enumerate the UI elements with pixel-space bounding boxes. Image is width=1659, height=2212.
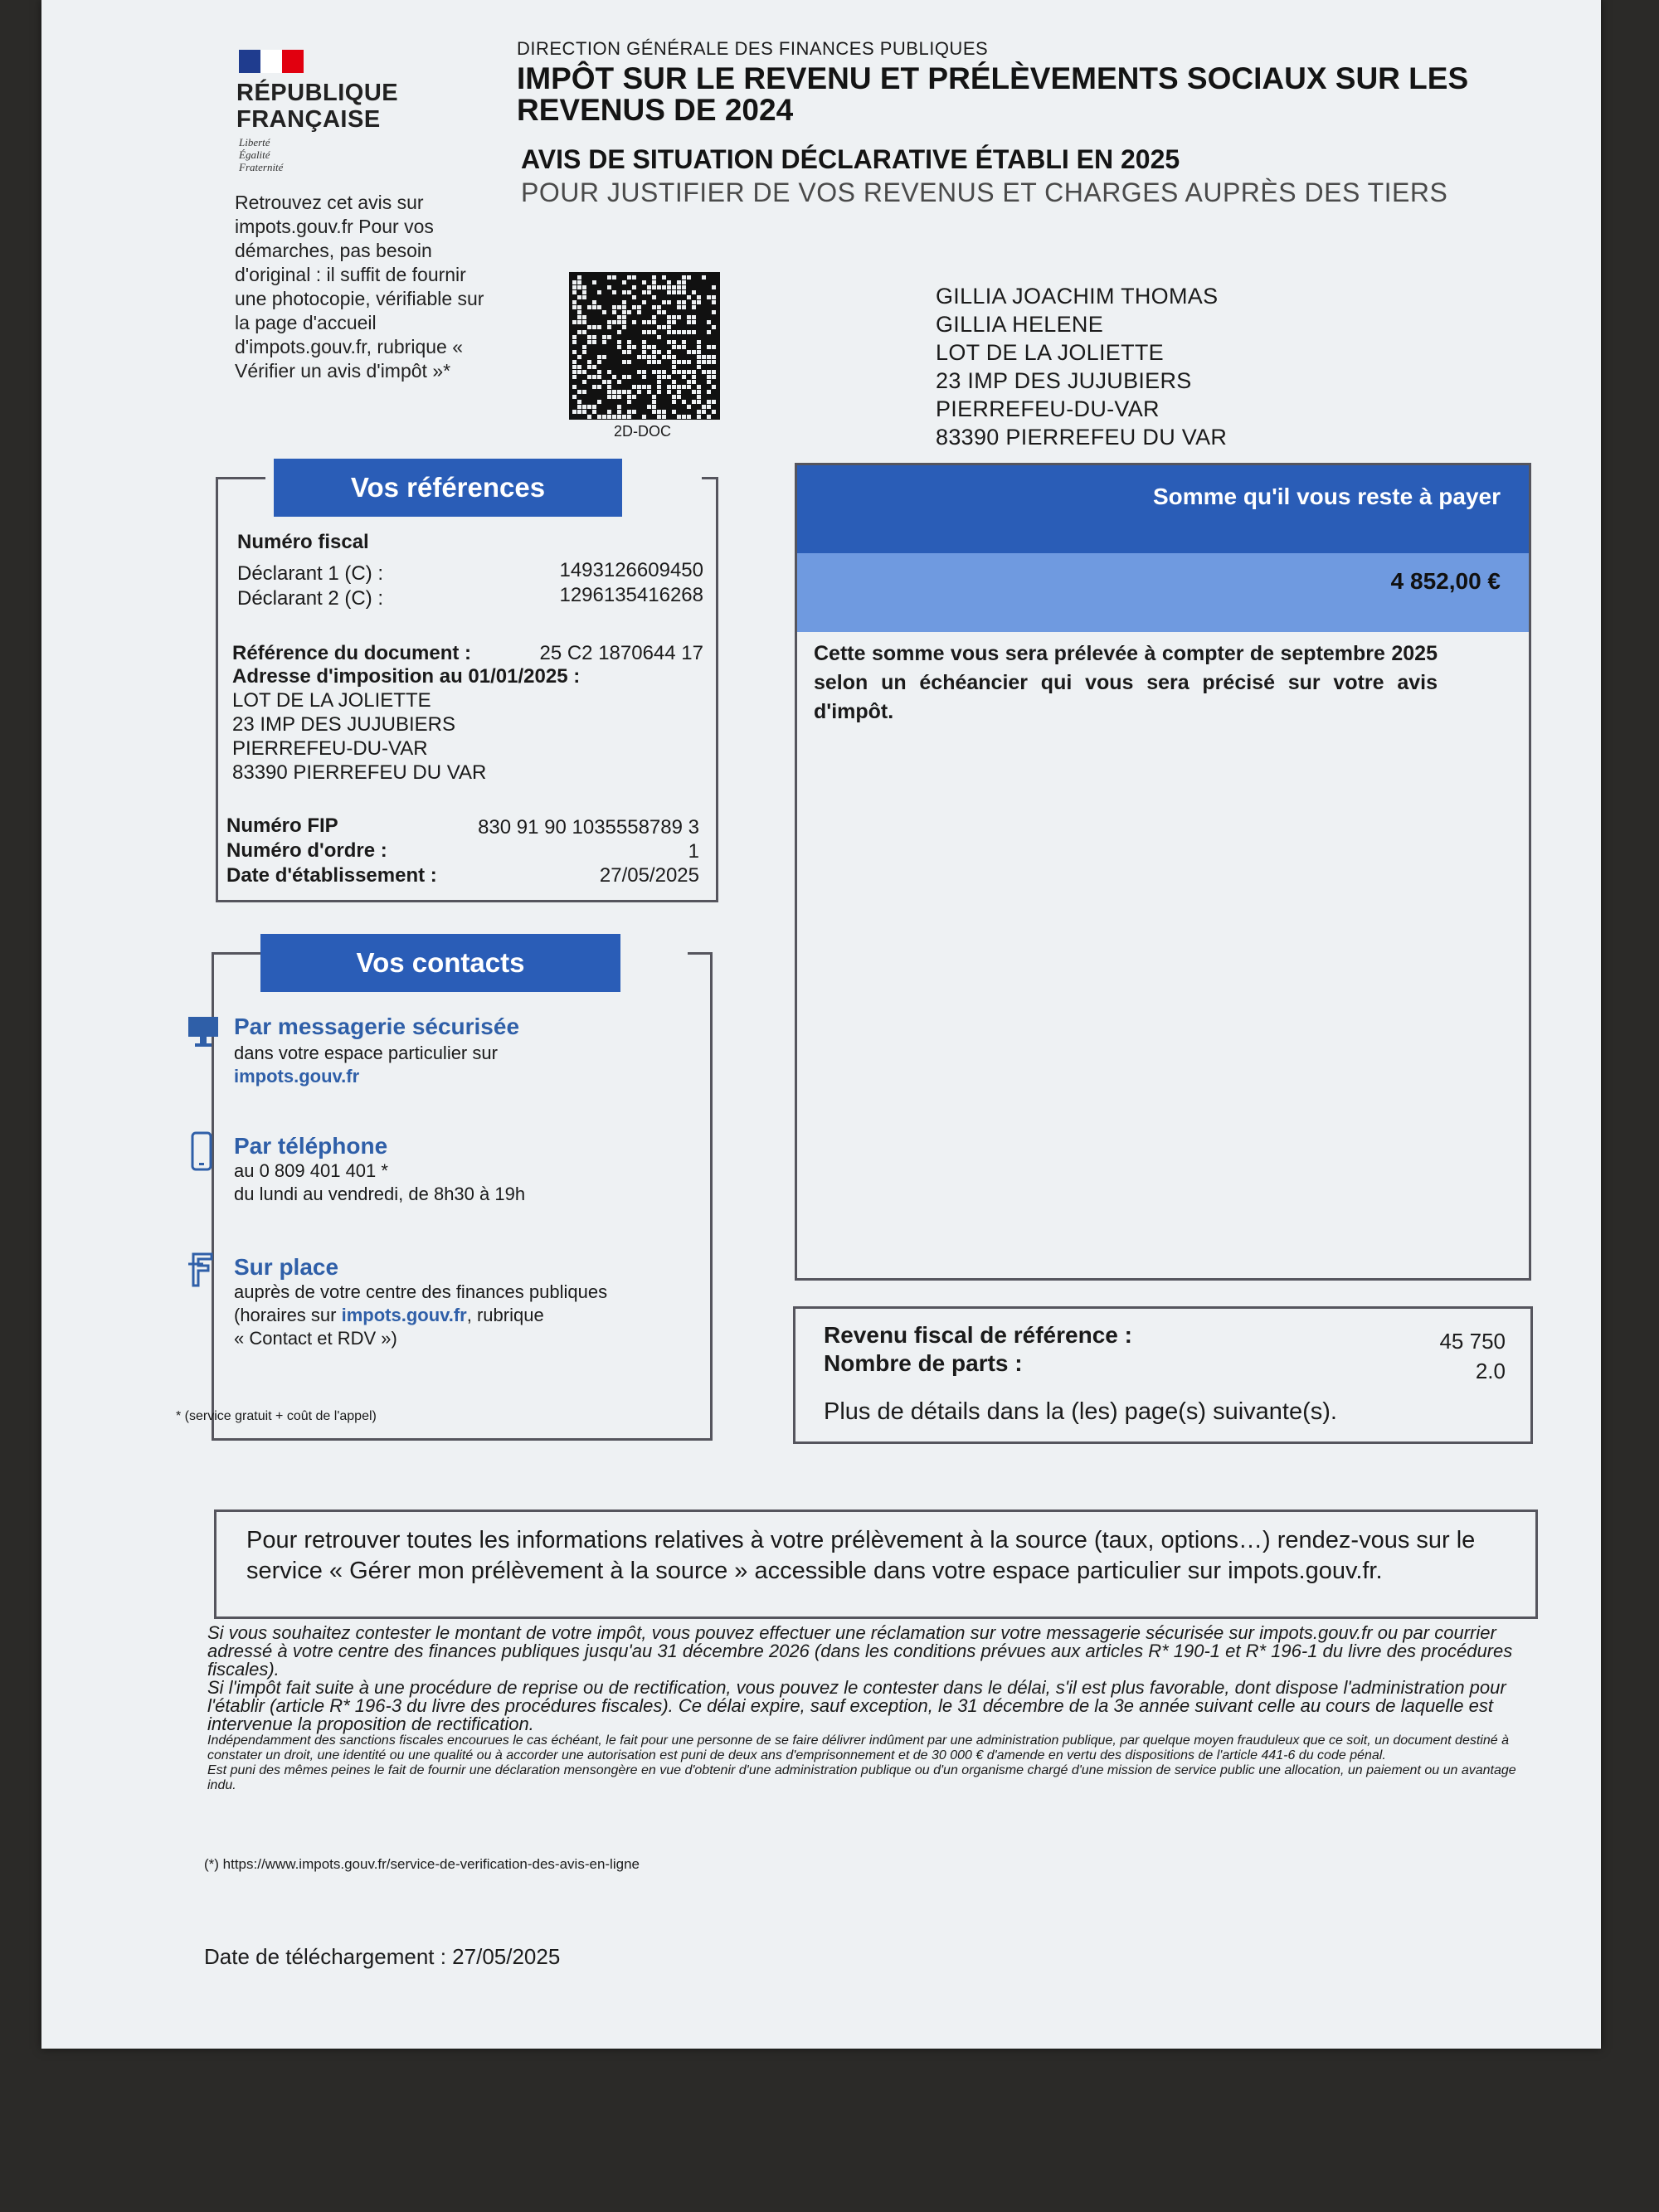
declarant2-label: Déclarant 2 (C) : <box>237 587 384 610</box>
contacts-title: Vos contacts <box>260 934 620 992</box>
declarant2-value: 1296135416268 <box>559 584 703 606</box>
messagerie-link[interactable]: impots.gouv.fr <box>234 1066 360 1087</box>
direction-label: DIRECTION GÉNÉRALE DES FINANCES PUBLIQUES <box>517 38 989 59</box>
payment-amount: 4 852,00 € <box>1390 568 1501 594</box>
adresse-imposition: LOT DE LA JOLIETTE 23 IMP DES JUJUBIERS PIERREFEU-DU-VAR 83390 PIERREFEU DU VAR <box>232 689 487 784</box>
rfr-value: 45 750 <box>1439 1329 1506 1354</box>
messagerie-title: Par messagerie sécurisée <box>234 1014 520 1039</box>
sur-place-link[interactable]: impots.gouv.fr <box>341 1305 467 1325</box>
telephone-title: Par téléphone <box>234 1133 388 1159</box>
legal-p2: Si l'impôt fait suite à une procédure de reprise ou de rectification, vous pouvez le contester dans le délai, s'il est plus favorable, dont dispose l'administration pour l'établir (article R* 196-3 du livre des procédures fiscales). Ce délai expire, sauf exception, le 31 décembre de la 3e année suivant celle au cours de laquelle est intervenue la proposition de rectification. <box>207 1677 1506 1734</box>
ref-doc-label: Référence du document : <box>232 642 472 664</box>
verification-info: Retrouvez cet avis sur impots.gouv.fr Pour vos démarches, pas besoin d'original : il suffit de fournir une photocopie, vérifiable sur la page d'accueil d'impots.gouv.fr, rubrique « Vérifier un avis d'impôt »* <box>235 192 484 382</box>
french-flag-logo <box>239 50 304 73</box>
sur-place-text3: « Contact et RDV ») <box>234 1328 397 1349</box>
adresse-imposition-label: Adresse d'imposition au 01/01/2025 : <box>232 665 581 688</box>
fip-label: Numéro FIP <box>226 814 338 837</box>
ref-doc-value: 25 C2 1870644 17 <box>539 642 703 664</box>
public-finances-icon <box>187 1251 216 1296</box>
rfr-box <box>793 1306 1533 1444</box>
download-date: Date de téléchargement : 27/05/2025 <box>204 1944 561 1969</box>
date-etablissement-label: Date d'établissement : <box>226 864 437 887</box>
legal-p1: Si vous souhaitez contester le montant de votre impôt, vous pouvez effectuer une réclamation sur votre messagerie sécurisée sur impots.gouv.fr ou par courrier adressé à votre centre des finances publiques jusqu'au 31 décembre 2026 (dans les conditions prévues aux articles R* 190-1 et R* 196-1 du livre des procédures fiscales). <box>207 1622 1513 1680</box>
payment-explanation: Cette somme vous sera prélevée à compter de septembre 2025 selon un échéancier qui vous sera précisé sur votre avis d'impôt. <box>814 642 1438 723</box>
payment-title: Somme qu'il vous reste à payer <box>1152 484 1501 509</box>
sur-place-text1: auprès de votre centre des finances publiques <box>234 1281 608 1302</box>
parts-label: Nombre de parts : <box>824 1350 1023 1376</box>
republique-francaise-logo-text: RÉPUBLIQUE FRANÇAISE <box>236 80 399 133</box>
prelevement-note: Pour retrouver toutes les informations relatives à votre prélèvement à la source (taux, options…) rendez-vous sur le service « Gérer mon prélèvement à la source » accessible dans votre espace particulier sur impots.gouv.fr. <box>246 1527 1476 1584</box>
document-title: IMPÔT SUR LE REVENU ET PRÉLÈVEMENTS SOCIAUX SUR LES REVENUS DE 2024 <box>517 61 1469 127</box>
sur-place-text2: (horaires sur impots.gouv.fr, rubrique <box>234 1305 544 1325</box>
document-purpose: POUR JUSTIFIER DE VOS REVENUS ET CHARGES AUPRÈS DES TIERS <box>521 177 1448 207</box>
tax-notice-page <box>41 0 1601 2049</box>
messagerie-text: dans votre espace particulier sur <box>234 1043 498 1063</box>
verification-url: (*) https://www.impots.gouv.fr/service-de-verification-des-avis-en-ligne <box>204 1856 640 1872</box>
telephone-number: au 0 809 401 401 * <box>234 1160 388 1181</box>
computer-icon <box>187 1014 220 1057</box>
ordre-label: Numéro d'ordre : <box>226 839 387 862</box>
phone-icon <box>189 1131 214 1179</box>
details-note: Plus de détails dans la (les) page(s) suivante(s). <box>824 1398 1337 1425</box>
legal-p4: Est puni des mêmes peines le fait de fournir une déclaration mensongère en vue d'obtenir d'une administration publique ou d'un organisme chargé d'une mission de service public une allocation, un paiement ou un avantage indu. <box>207 1763 1516 1792</box>
declarant1-label: Déclarant 1 (C) : <box>237 562 384 585</box>
addressee-block: GILLIA JOACHIM THOMAS GILLIA HELENE LOT DE LA JOLIETTE 23 IMP DES JUJUBIERS PIERREFEU-DU-VAR 83390 PIERREFEU DU VAR <box>936 284 1228 450</box>
2d-doc-code <box>569 272 720 420</box>
payment-header <box>797 465 1529 553</box>
declarant1-value: 1493126609450 <box>559 559 703 581</box>
fip-value: 830 91 90 1035558789 3 <box>478 816 699 839</box>
legal-p3: Indépendamment des sanctions fiscales encourues le cas échéant, le fait pour une personne de se faire délivrer indûment par une administration publique, par quelque moyen frauduleux que ce soit, un document destiné à constater un droit, une identité ou une qualité ou à accorder une autorisation est puni de deux ans d'emprisonnement et de 30 000 € d'amende en vertu des dispositions de l'article 441-6 du code pénal. <box>207 1733 1509 1762</box>
date-etablissement-value: 27/05/2025 <box>599 864 699 887</box>
sur-place-title: Sur place <box>234 1254 339 1280</box>
references-title: Vos références <box>274 459 622 517</box>
telephone-hours: du lundi au vendredi, de 8h30 à 19h <box>234 1184 526 1204</box>
rfr-label: Revenu fiscal de référence : <box>824 1322 1132 1348</box>
payment-box <box>795 463 1531 1281</box>
legal-notices <box>207 1624 1543 1793</box>
ordre-value: 1 <box>688 840 699 863</box>
numero-fiscal-label: Numéro fiscal <box>237 531 369 553</box>
prelevement-note-box <box>214 1510 1538 1619</box>
2d-doc-label: 2D-DOC <box>614 423 672 440</box>
contacts-footnote: * (service gratuit + coût de l'appel) <box>176 1409 377 1423</box>
logo-motto: Liberté Égalité Fraternité <box>239 136 284 173</box>
parts-value: 2.0 <box>1475 1359 1506 1383</box>
document-subtitle: AVIS DE SITUATION DÉCLARATIVE ÉTABLI EN 2025 <box>521 144 1180 174</box>
